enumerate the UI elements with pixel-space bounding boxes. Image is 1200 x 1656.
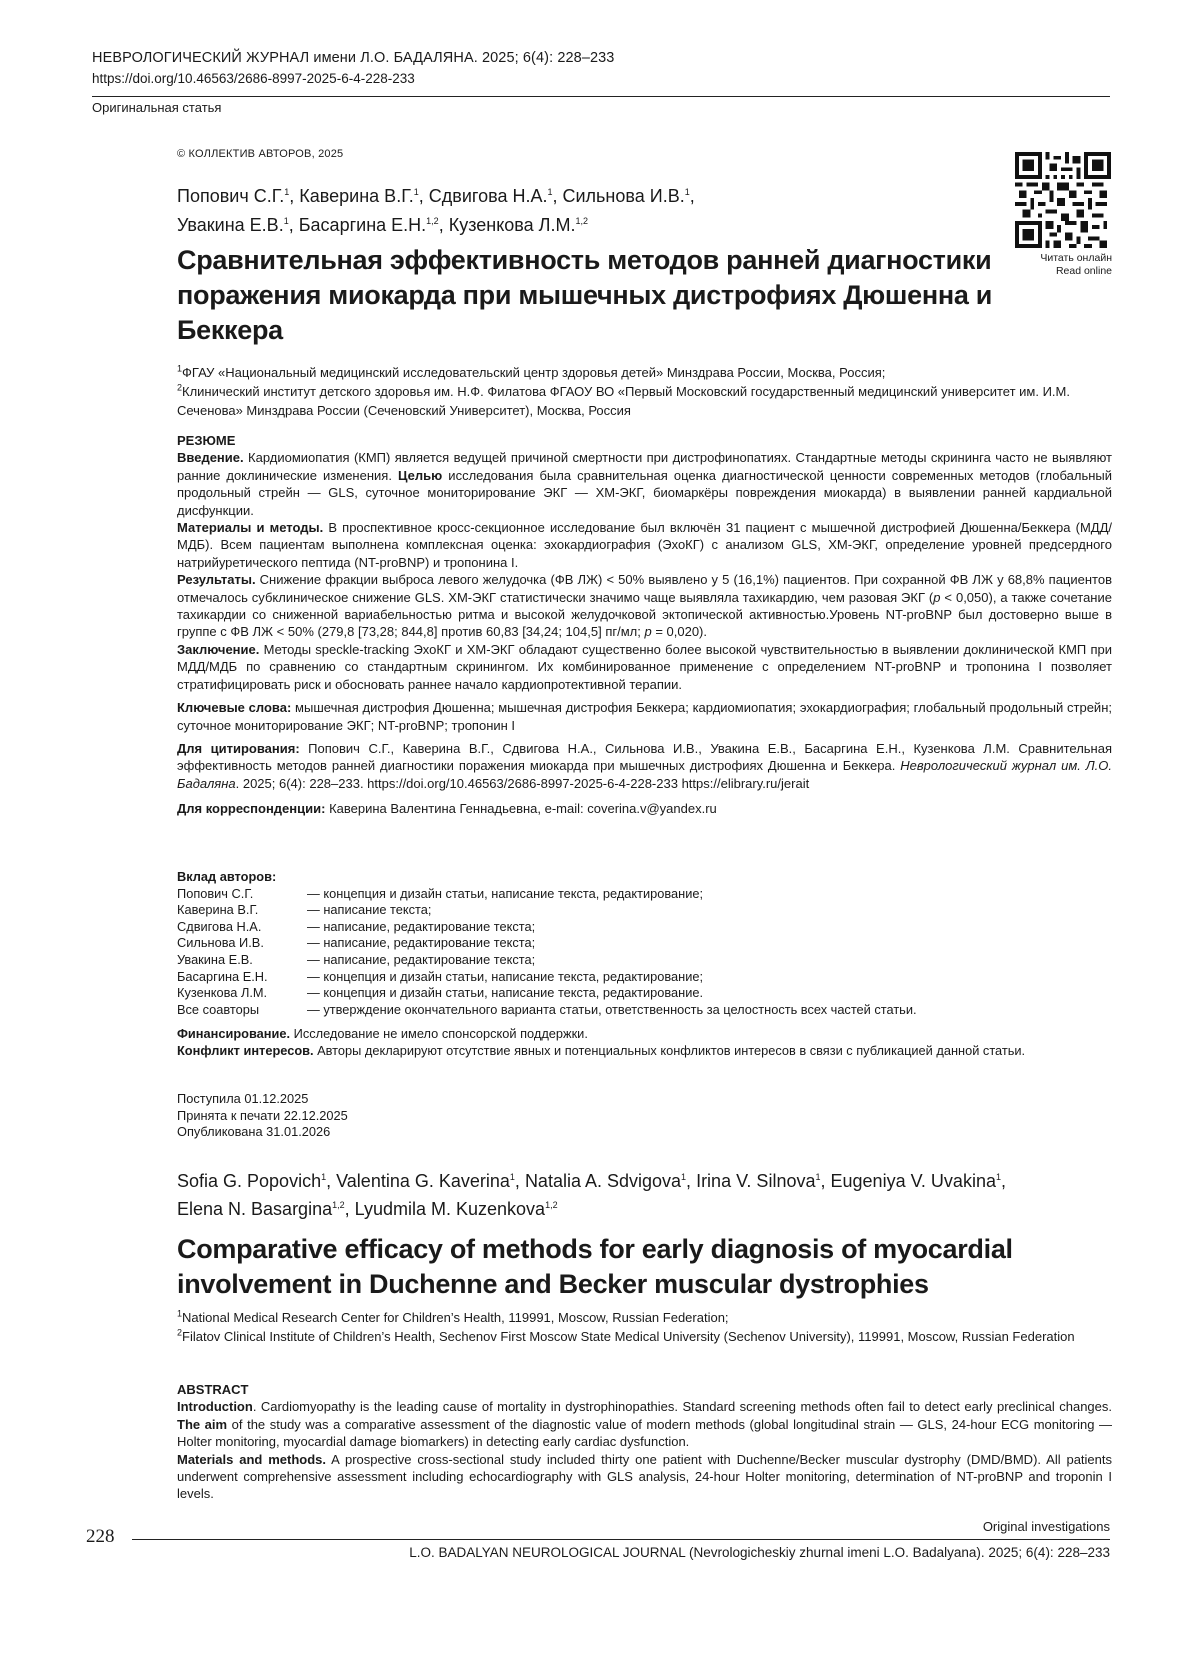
qr-caption-ru: Читать онлайн: [1040, 252, 1112, 264]
contrib-row: Сдвигова Н.А. — написание, редактирование текста;: [177, 918, 536, 934]
contrib-row: Все соавторы — утверждение окончательного варианта статьи, ответственность за целостность всех частей статьи.: [177, 1001, 917, 1017]
contrib-row: Каверина В.Г. — написание текста;: [177, 902, 432, 918]
copyright: © КОЛЛЕКТИВ АВТОРОВ, 2025: [177, 148, 344, 160]
resume-results: Результаты. Снижение фракции выброса левого желудочка (ФВ ЛЖ) < 50% выявлено у 5 (16,1%) пациентов. При сохранной ФВ ЛЖ у 68,8% пациентов отмечалось субклиническое снижение GLS. ХМ-ЭКГ статистически значимо чаще выявляла тахикардию, чем разовая ЭКГ (p < 0,050), а также сочетание тахикардии со сниженной вариабельностью ритма и высокой желудочковой эктопической активностью.Уровень NT-proBNP был достоверно выше в группе с ФВ ЛЖ < 50% (279,8 [73,28; 844,8] против 60,83 [34,24; 104,5] пг/мл; p = 0,020).: [177, 572, 1112, 640]
article-title-ru: Сравнительная эффективность методов ранней диагностики поражения миокарда при мышечных дистрофиях Дюшенна и Беккера: [177, 245, 993, 345]
footer-divider: [132, 1539, 1110, 1540]
publication-dates: [177, 1091, 677, 1141]
resume-heading: РЕЗЮМЕ: [177, 433, 236, 448]
header-divider: [92, 96, 1110, 97]
qr-code-icon[interactable]: [1015, 152, 1111, 248]
received-date: Поступила 01.12.2025: [177, 1091, 309, 1106]
author-en: Lyudmila M. Kuzenkova$^{1,2}$: [354, 1199, 558, 1219]
resume-methods: Материалы и методы. В проспективное кросс-секционное исследование был включён 31 пациент с мышечной дистрофией Дюшенна/Беккера (МДД/МДБ). Всем пациентам выполнена комплексная оценка: эхокардиография (ЭхоКГ) с анализом GLS, ХМ-ЭКГ, определение уровней предсердного натрийуретического пептида (NT-proBNP) и тропонина I.: [177, 520, 1112, 570]
accepted-date: Принята к печати 22.12.2025: [177, 1107, 348, 1123]
contrib-row: Попович С.Г. — концепция и дизайн статьи, написание текста, редактирование;: [177, 885, 704, 901]
contrib-row: Басаргина Е.Н. — концепция и дизайн статьи, написание текста, редактирование;: [177, 968, 704, 984]
resume-conclusion: Заключение. Методы speckle-tracking ЭхоКГ и ХМ-ЭКГ обладают существенно более высокой чувствительностью в выявлении доклинической КМП при МДД/МДБ по сравнению со стандартным скринингом. Их комбинированное применение с определением NT-proBNP и тропонина I позволяет стратифицировать риск и обосновать раннее начало кардиопротективной терапии.: [177, 641, 1112, 692]
author-en: Natalia A. Sdvigova$^1$,: [524, 1171, 697, 1191]
author-contributions: [177, 869, 1112, 1060]
resume-ru: [177, 432, 1112, 818]
published-date: Опубликована 31.01.2026: [177, 1124, 331, 1140]
contrib-row: Кузенкова Л.М. — концепция и дизайн статьи, написание текста, редактирование.: [177, 985, 704, 1001]
abstract-en: [177, 1381, 1112, 1503]
funding: Финансирование. Исследование не имело спонсорской поддержки.: [177, 1026, 588, 1042]
qr-caption-en: Read online: [1055, 265, 1112, 277]
affiliation-en: $^1$National Medical Research Center for Children’s Health, 119991, Moscow, Russian Federation;: [177, 1308, 729, 1325]
doi-link[interactable]: https://doi.org/10.46563/2686-8997-2025-6-4-228-233: [92, 71, 415, 86]
author-ru: Сдвигова Н.А.$^1$,: [428, 186, 563, 206]
page-number: 228: [86, 1526, 115, 1547]
abstract-intro: Introduction. Cardiomyopathy is the leading cause of mortality in dystrophinopathies. Standard screening methods often fail to detect early preclinical changes. The aim of the study was a comparative assessment of the diagnostic value of modern methods (global longitudinal strain — GLS, 24-hour ECG monitoring — Holter monitoring, myocardial damage biomarkers) in detecting early cardiac dysfunction.: [177, 1399, 1112, 1450]
affiliation-ru: $^1$ФГАУ «Национальный медицинский исследовательский центр здоровья детей» Минздрава России, Москва, Россия;: [177, 363, 886, 380]
affiliation-ru: $^2$Клинический институт детского здоровья им. Н.Ф. Филатова ФГАОУ ВО «Первый Московский государственный медицинский университет им. И.М. Сеченова» Минздрава России (Сеченовский Университет), Москва, Россия: [177, 382, 1070, 418]
article-title-en: Comparative efficacy of methods for early diagnosis of myocardial involvement in Duchenne and Becker muscular dystrophies: [177, 1234, 1013, 1299]
author-en: Valentina G. Kaverina$^1$,: [336, 1171, 525, 1191]
author-en: Irina V. Silnova$^1$,: [696, 1171, 831, 1191]
author-ru: Каверина В.Г.$^1$,: [299, 186, 429, 206]
abstract-methods: Materials and methods. A prospective cross-sectional study included thirty one patient with Duchenne/Becker muscular dystrophy (DMD/BMD). All patients underwent comprehensive assessment including echocardiography with GLS analysis, 24-hour Holter monitoring, determination of NT-proBNP and troponin I levels.: [177, 1451, 1113, 1502]
author-ru: Попович С.Г.$^1$,: [177, 186, 300, 206]
author-ru: Увакина Е.В.$^1$,: [177, 215, 299, 235]
footer-journal: L.O. BADALYAN NEUROLOGICAL JOURNAL (Nevrologicheskiy zhurnal imeni L.O. Badalyana). 2025; 6(4): 228–233: [409, 1545, 1110, 1560]
conflict-of-interest: Конфликт интересов. Авторы декларируют отсутствие явных и потенциальных конфликтов интересов в связи с публикацией данной статьи.: [177, 1042, 1026, 1058]
authors-en: [177, 1167, 1112, 1223]
journal-header: НЕВРОЛОГИЧЕСКИЙ ЖУРНАЛ имени Л.О. БАДАЛЯНА. 2025; 6(4): 228–233: [92, 50, 615, 66]
author-en: Eugeniya V. Uvakina$^1$,: [830, 1171, 1006, 1191]
authors-ru: [177, 182, 957, 240]
resume-intro: Введение. Кардиомиопатия (КМП) является ведущей причиной смертности при дистрофинопатиях. Стандартные методы скрининга часто не выявляют ранние доклинические изменения. Целью исследования была сравнительная оценка диагностической ценности современных методов (глобальный продольный стрейн — GLS, суточное мониторирование ЭКГ — ХМ-ЭКГ, биомаркёры повреждения миокарда) в выявлении ранней кардиальной дисфункции.: [177, 450, 1113, 518]
author-en: Sofia G. Popovich$^1$,: [177, 1171, 337, 1191]
affiliations-en: [177, 1308, 1112, 1346]
keywords: Ключевые слова: мышечная дистрофия Дюшенна; мышечная дистрофия Беккера; кардиомиопатия; эхокардиография; глобальный продольный стрейн; суточное мониторирование ЭКГ; NT-proBNP; тропонин I: [177, 700, 1112, 733]
contrib-row: Сильнова И.В. — написание, редактирование текста;: [177, 935, 536, 951]
author-ru: Кузенкова Л.М.$^{1,2}$: [448, 215, 588, 235]
contrib-heading: Вклад авторов:: [177, 869, 277, 884]
affiliations-ru: [177, 363, 1077, 420]
citation: Для цитирования: Попович С.Г., Каверина В.Г., Сдвигова Н.А., Сильнова И.В., Увакина Е.В., Басаргина Е.Н., Кузенкова Л.М. Сравнительная эффективность методов ранней диагностики поражения миокарда при мышечных дистрофиях Дюшенна и Беккера. Неврологический журнал им. Л.О. Бадаляна. 2025; 6(4): 228–233. https://doi.org/10.46563/2686-8997-2025-6-4-228-233 https://elibrary.ru/jerait: [177, 740, 1113, 791]
author-ru: Сильнова И.В.$^1$,: [562, 186, 695, 206]
author-en: Elena N. Basargina$^{1,2}$,: [177, 1199, 355, 1219]
correspondence: Для корреспонденции: Каверина Валентина Геннадьевна, e-mail: coverina.v@yandex.ru: [177, 801, 717, 817]
contrib-row: Увакина Е.В. — написание, редактирование текста;: [177, 951, 536, 967]
qr-caption: [1000, 252, 1112, 278]
affiliation-en: $^2$Filatov Clinical Institute of Children’s Health, Sechenov First Moscow State Medical University (Sechenov University), 119991, Moscow, Russian Federation: [177, 1327, 1075, 1344]
footer-section: Original investigations: [982, 1519, 1110, 1534]
author-ru: Басаргина Е.Н.$^{1,2}$,: [298, 215, 449, 235]
section-tag: Оригинальная статья: [92, 100, 222, 115]
abstract-heading: ABSTRACT: [177, 1382, 249, 1397]
